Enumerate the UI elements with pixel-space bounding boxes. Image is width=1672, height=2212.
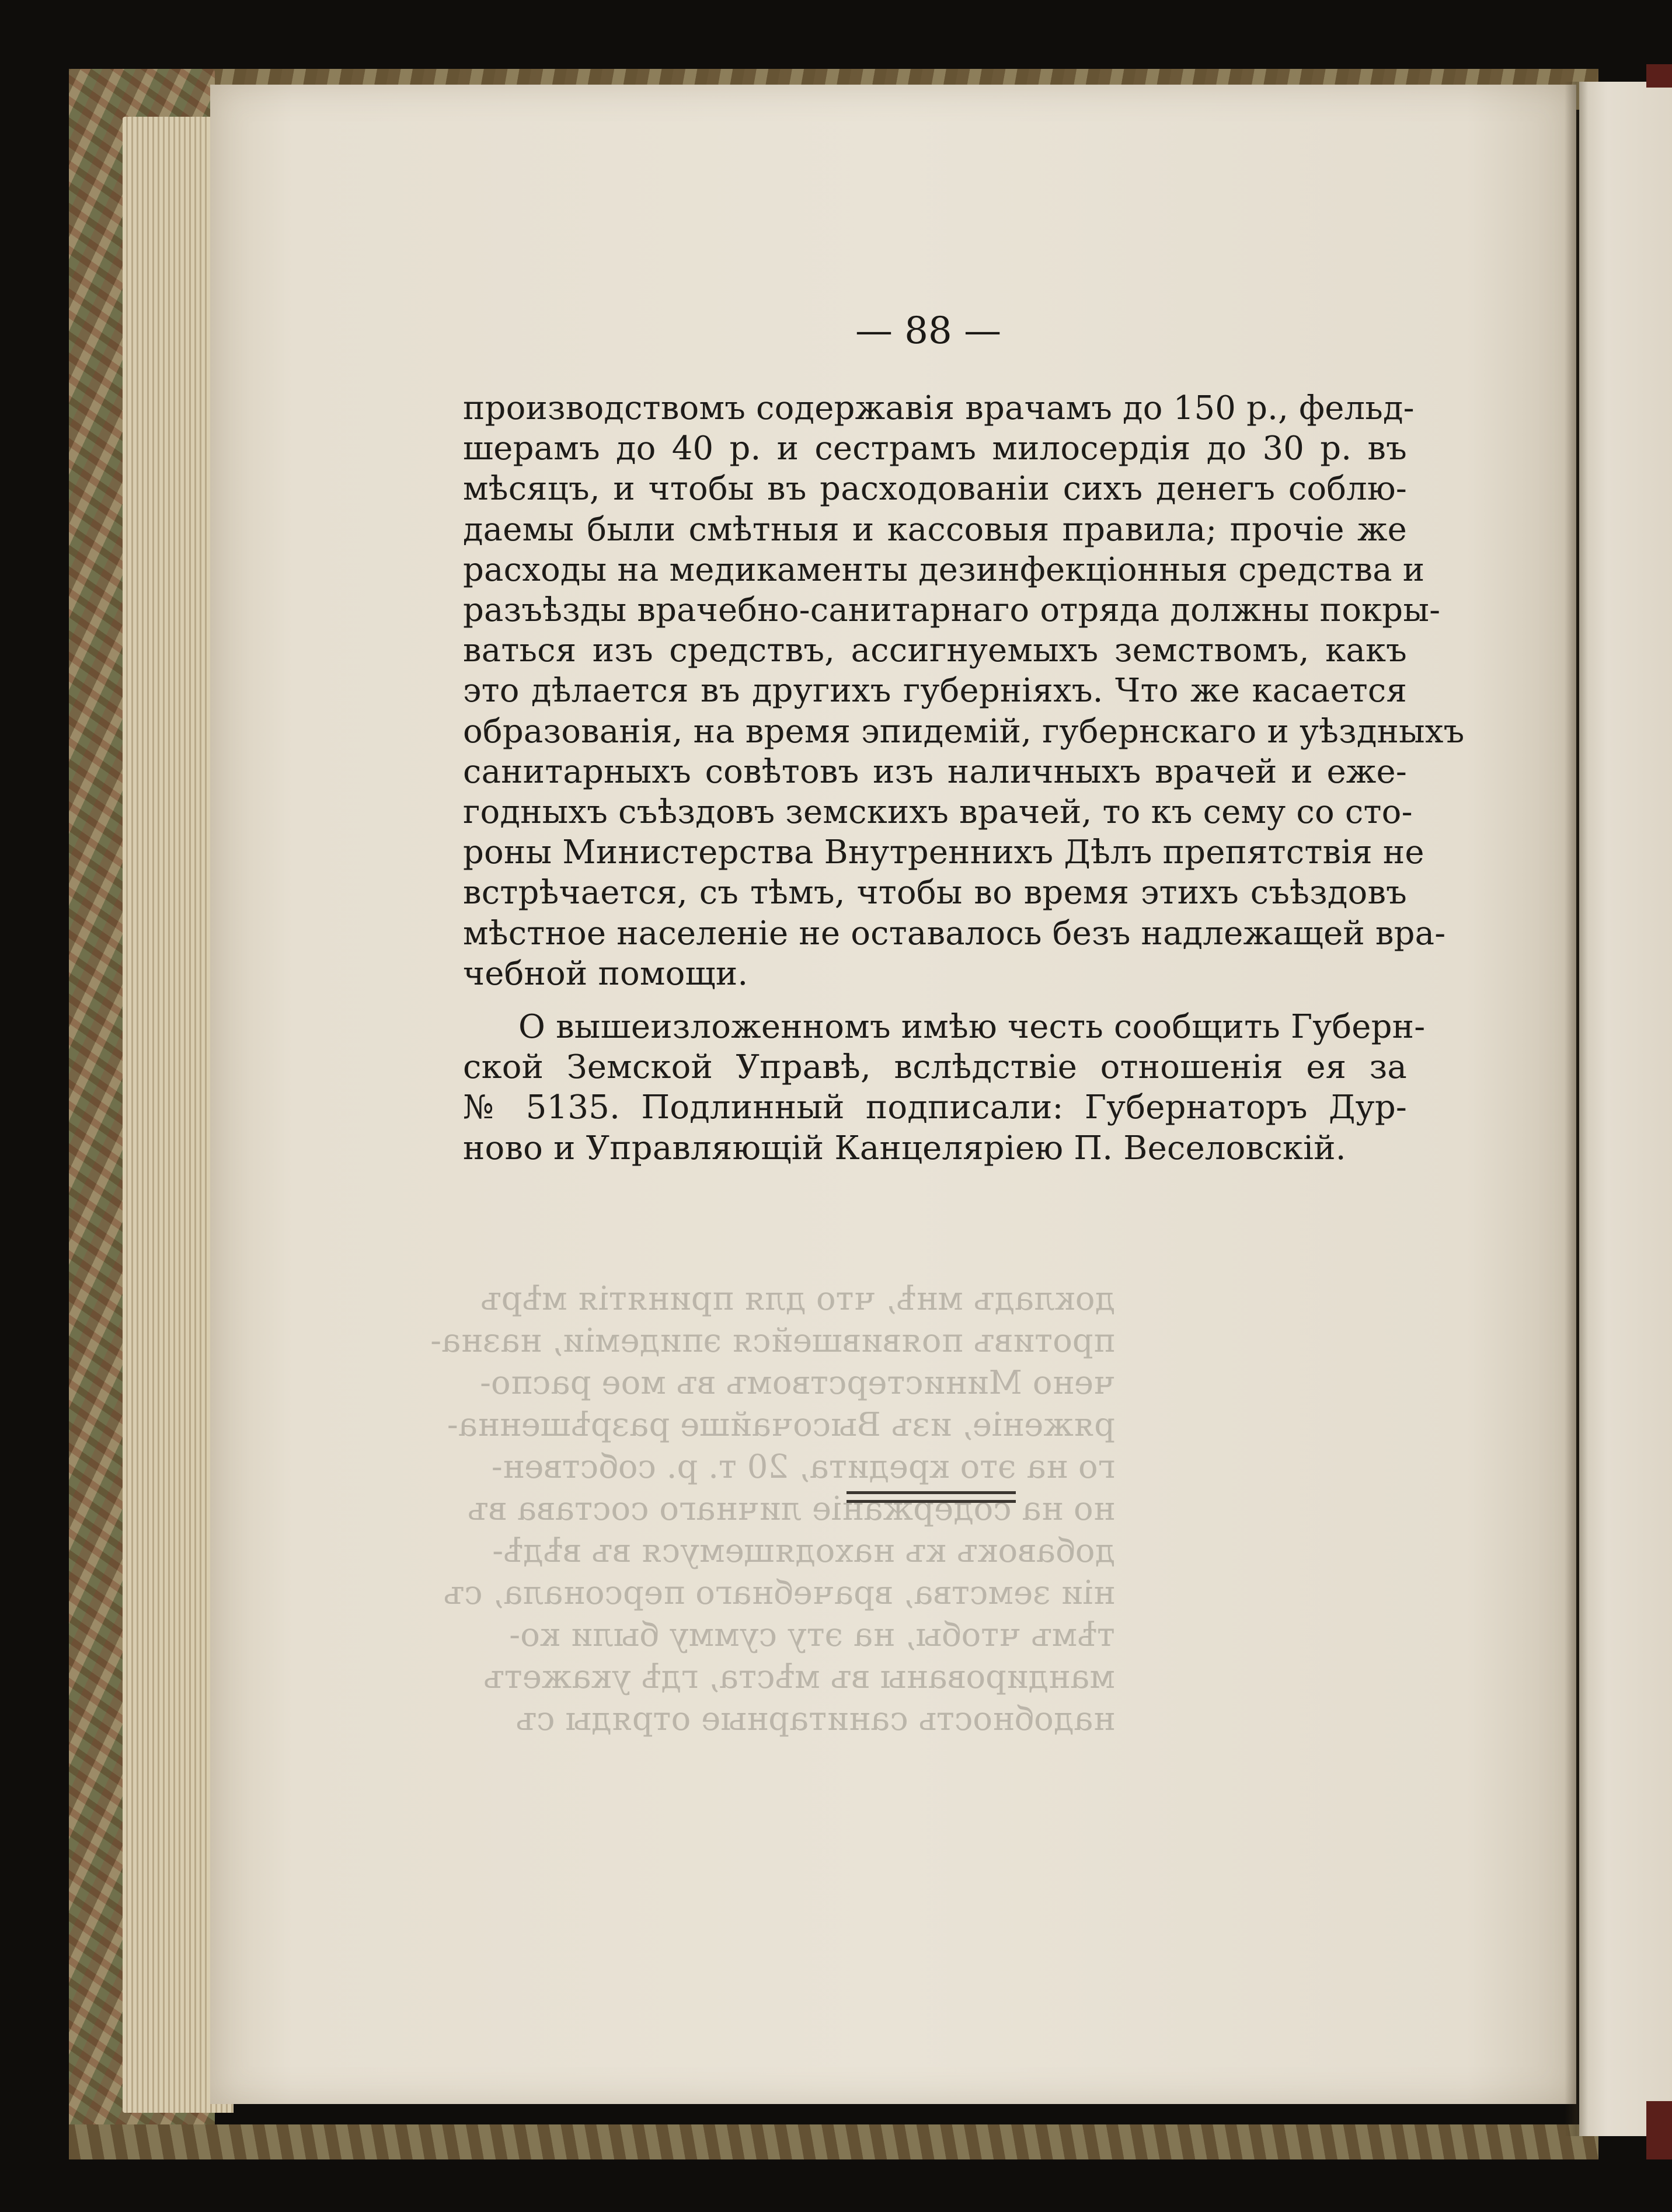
bleed-line: мандированы въ мѣста, гдѣ укажетъ	[483, 1658, 1115, 1696]
spine-shadow	[1565, 82, 1588, 2136]
text-line: роны Министерства Внутреннихъ Дѣлъ препятствія не	[463, 833, 1424, 872]
text-line: № 5135. Подлинный подписали: Губернаторъ Дур-	[463, 1088, 1407, 1127]
bleed-line: надобность санитарные отряды съ	[515, 1700, 1115, 1738]
paragraph-2	[463, 1007, 1426, 1168]
text-line: ской Земской Управѣ, вслѣдствіе отношенія ея за	[463, 1048, 1407, 1087]
bleed-line: докладъ мнѣ, что для принятія мѣръ	[480, 1280, 1115, 1318]
bleed-line: но на содержаніе личнаго состава въ	[467, 1490, 1115, 1528]
text-line: годныхъ съѣздовъ земскихъ врачей, то къ сему со сто-	[463, 793, 1413, 832]
text-line: даемы были смѣтныя и кассовыя правила; прочіе же	[463, 510, 1407, 549]
page-body-text	[463, 388, 1465, 1168]
bleed-line: добавокъ къ находящемуся въ вѣдѣ-	[492, 1532, 1115, 1570]
bleed-line: чено Министерствомъ въ мое распо-	[480, 1364, 1115, 1402]
bleed-line: тѣмъ чтобы, на эту сумму были ко-	[509, 1616, 1115, 1654]
facing-page-edge	[1579, 82, 1672, 2136]
text-line: ваться изъ средствъ, ассигнуемыхъ земствомъ, какъ	[463, 631, 1407, 670]
binding-band-top	[1646, 64, 1672, 88]
page-number: — 88 —	[855, 309, 1002, 353]
text-line: образованія, на время эпидемій, губернскаго и уѣздныхъ	[463, 712, 1465, 751]
text-line: разъѣзды врачебно-санитарнаго отряда должны покры-	[463, 591, 1441, 630]
text-line: производствомъ содержавія врачамъ до 150 р., фельд-	[463, 389, 1415, 427]
book-cover-bottom	[69, 2124, 1598, 2159]
text-line: встрѣчается, съ тѣмъ, чтобы во время этихъ съѣздовъ	[463, 874, 1407, 912]
text-line: расходы на медикаменты дезинфекціонныя средства и	[463, 550, 1425, 589]
bleed-line: противъ появившейся эпидеміи, назна-	[430, 1322, 1115, 1360]
text-line: шерамъ до 40 р. и сестрамъ милосердія до 30 р. въ	[463, 430, 1407, 468]
text-line: чебной помощи.	[463, 954, 748, 993]
bleed-line: ряженіе, изъ Высочайше разрѣшенна-	[447, 1406, 1115, 1444]
text-line: О вышеизложенномъ имѣю честь сообщить Губерн-	[518, 1008, 1426, 1046]
text-line: это дѣлается въ другихъ губерніяхъ. Что же касается	[463, 672, 1407, 710]
binding-band-bottom	[1646, 2101, 1672, 2159]
text-line: мѣсяцъ, и чтобы въ расходованіи сихъ денегъ соблю-	[463, 470, 1407, 508]
text-line: санитарныхъ совѣтовъ изъ наличныхъ врачей и еже-	[463, 752, 1407, 791]
bleed-line: ніи земства, врачебнаго персонала, съ	[443, 1574, 1115, 1612]
bleed-strike-mark	[847, 1491, 1016, 1503]
bleed-line: го на это кредита, 20 т. р. собствен-	[491, 1448, 1115, 1486]
bleed-through-text	[430, 1278, 1115, 1740]
text-line: ново и Управляющій Канцеляріею П. Веселовскій.	[463, 1129, 1346, 1167]
text-line: мѣстное населеніе не оставалось безъ надлежащей вра-	[463, 914, 1446, 953]
paragraph-1	[463, 388, 1465, 994]
